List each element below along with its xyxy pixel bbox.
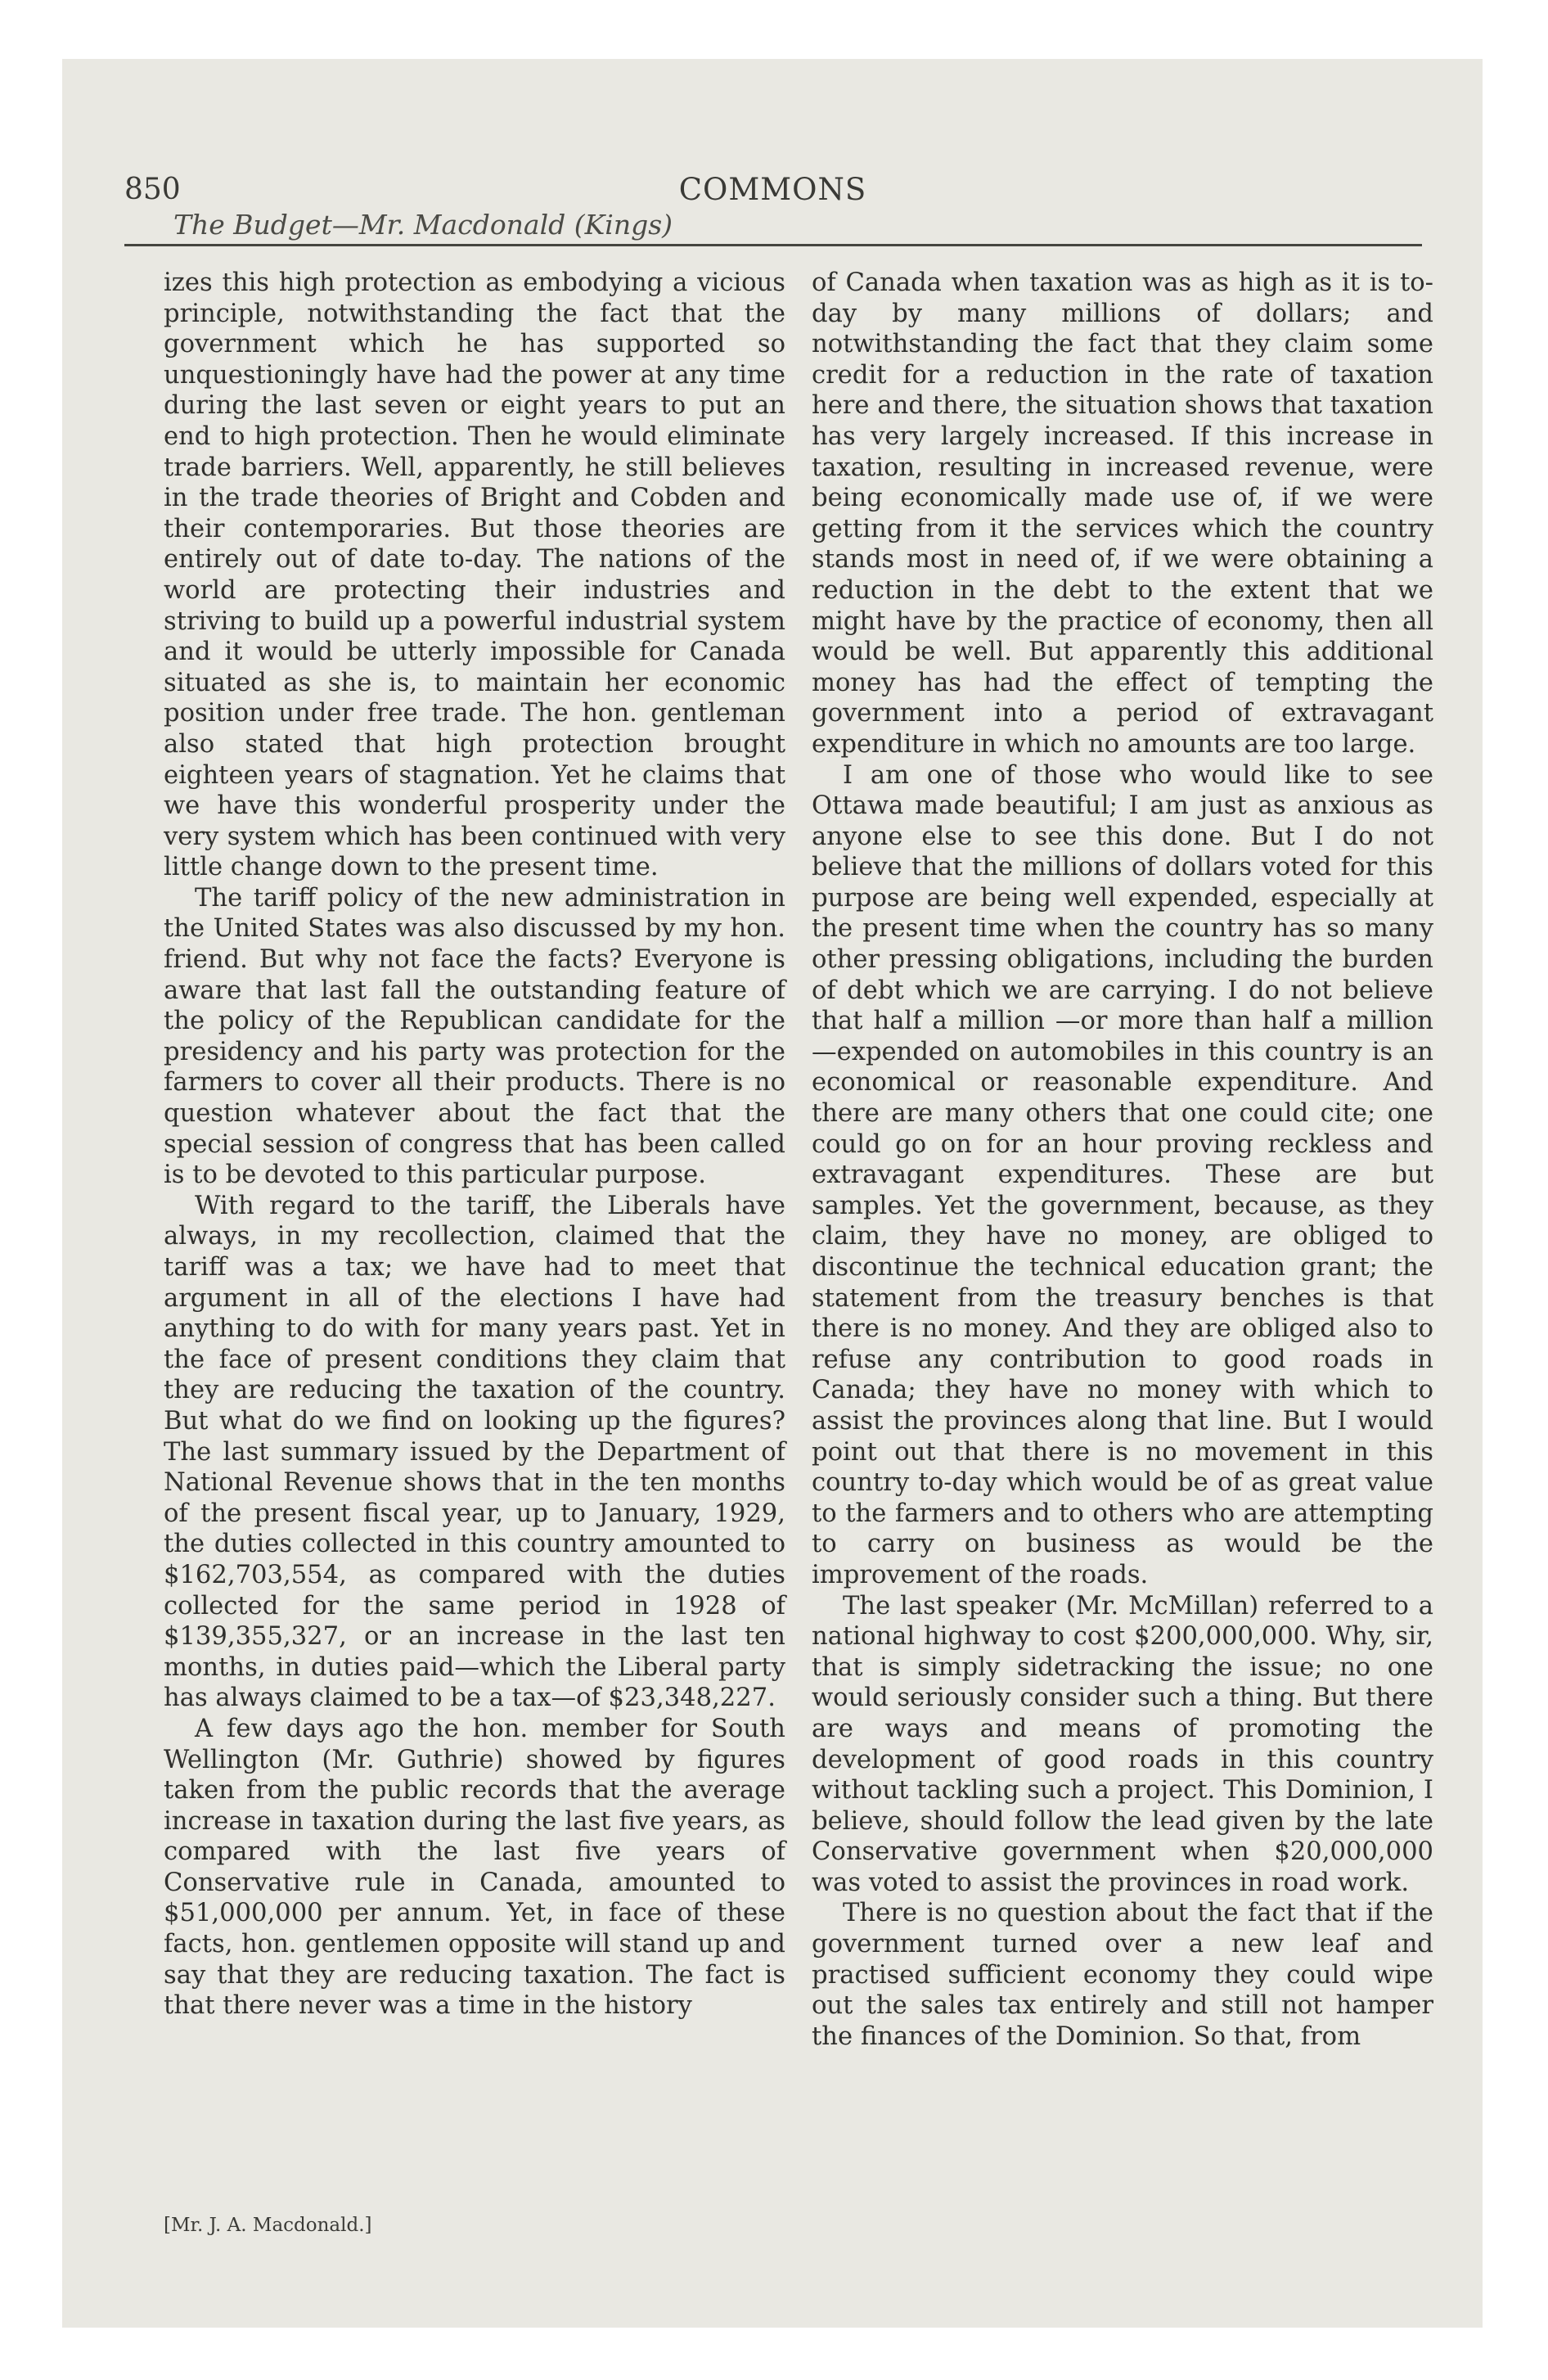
speaker-note: [Mr. J. A. Macdonald.] — [164, 2215, 372, 2236]
paragraph: I am one of those who would like to see Ottawa made beautiful; I am just as anxious as anyone else to see this done. But I do not believe that the millions of dollars voted for this purpose are being well expended, especially at the present time when the country has so many other pressing obligations, including the burden of debt which we are carrying. I do not believe that half a million —or more than half a million—expended on automobiles in this country is an economical or reasonable expenditure. And there are many others that one could cite; one could go on for an hour proving reckless and extravagant expenditures. These are but samples. Yet the government, because, as they claim, they have no money, are obliged to discontinue the technical education grant; the statement from the treasury benches is that there is no money. And they are obliged also to refuse any contribution to good roads in Canada; they have no money with which to assist the provinces along that line. But I would point out that there is no movement in this country to-day which would be of as great value to the farmers and to others who are attempting to carry on business as would be the improvement of the roads. — [812, 760, 1433, 1589]
paragraph: The tariff policy of the new administration in the United States was also discussed by my hon. friend. But why not face the facts? Everyone is aware that last fall the outstanding feature of the policy of the Republican candidate for the presidency and his party was protection for the farmers to cover all their products. There is no question whatever about the fact that the special session of congress that has been called is to be devoted to this particular purpose. — [164, 883, 785, 1190]
section-title: COMMONS — [678, 172, 867, 207]
paragraph: The last speaker (Mr. McMillan) referred to a national highway to cost $200,000,000. Why, sir, that is simply sidetracking the issue; no one would seriously consider such a thing. But there are ways and means of promoting the development of good roads in this country without tackling such a project. This Dominion, I believe, should follow the lead given by the late Conservative government when $20,000,000 was voted to assist the provinces in road work. — [812, 1591, 1433, 1897]
page-header — [124, 172, 1421, 254]
running-head: The Budget—Mr. Macdonald (Kings) — [173, 209, 673, 241]
paragraph: izes this high protection as embodying a vicious principle, notwithstanding the fact that the government which he has supported so unquestioningly have had the power at any time during the last seven or eight years to put an end to high protection. Then he would eliminate trade barriers. Well, apparently, he still believes in the trade theories of Bright and Cobden and their contemporaries. But those theories are entirely out of date to-day. The nations of the world are protecting their industries and striving to build up a powerful industrial system and it would be utterly impossible for Canada situated as she is, to maintain her economic position under free trade. The hon. gentleman also stated that high protection brought eighteen years of stagnation. Yet he claims that we have this wonderful prosperity under the very system which has been continued with very little change down to the present time. — [164, 268, 785, 882]
paragraph: With regard to the tariff, the Liberals have always, in my recollection, claimed that the tariff was a tax; we have had to meet that argument in all of the elections I have had anything to do with for many years past. Yet in the face of present conditions they claim that they are reducing the taxation of the country. But what do we find on looking up the figures? The last summary issued by the Department of National Revenue shows that in the ten months of the present fiscal year, up to January, 1929, the duties collected in this country amounted to $162,703,554, as compared with the duties collected for the same period in 1928 of $139,355,327, or an increase in the last ten months, in duties paid—which the Liberal party has always claimed to be a tax—of $23,348,227. — [164, 1191, 785, 1713]
paragraph: There is no question about the fact that if the government turned over a new leaf and practised sufficient economy they could wipe out the sales tax entirely and still not hamper the finances of the Dominion. So that, from — [812, 1899, 1433, 2051]
header-rule — [124, 244, 1422, 246]
left-column — [164, 268, 785, 2022]
page-number: 850 — [124, 173, 181, 206]
paragraph: A few days ago the hon. member for South Wellington (Mr. Guthrie) showed by figures taken from the public records that the average increase in taxation during the last five years, as compared with the last five years of Conservative rule in Canada, amounted to $51,000,000 per annum. Yet, in face of these facts, hon. gentlemen opposite will stand up and say that they are reducing taxation. The fact is that there never was a time in the history — [164, 1714, 785, 2021]
paragraph: of Canada when taxation was as high as it is to-day by many millions of dollars; and notwithstanding the fact that they claim some credit for a reduction in the rate of taxation here and there, the situation shows that taxation has very largely increased. If this increase in taxation, resulting in increased revenue, were being economically made use of, if we were getting from it the services which the country stands most in need of, if we were obtaining a reduction in the debt to the extent that we might have by the practice of economy, then all would be well. But apparently this additional money has had the effect of tempting the government into a period of extravagant expenditure in which no amounts are too large. — [812, 268, 1433, 759]
right-column — [812, 268, 1433, 2052]
